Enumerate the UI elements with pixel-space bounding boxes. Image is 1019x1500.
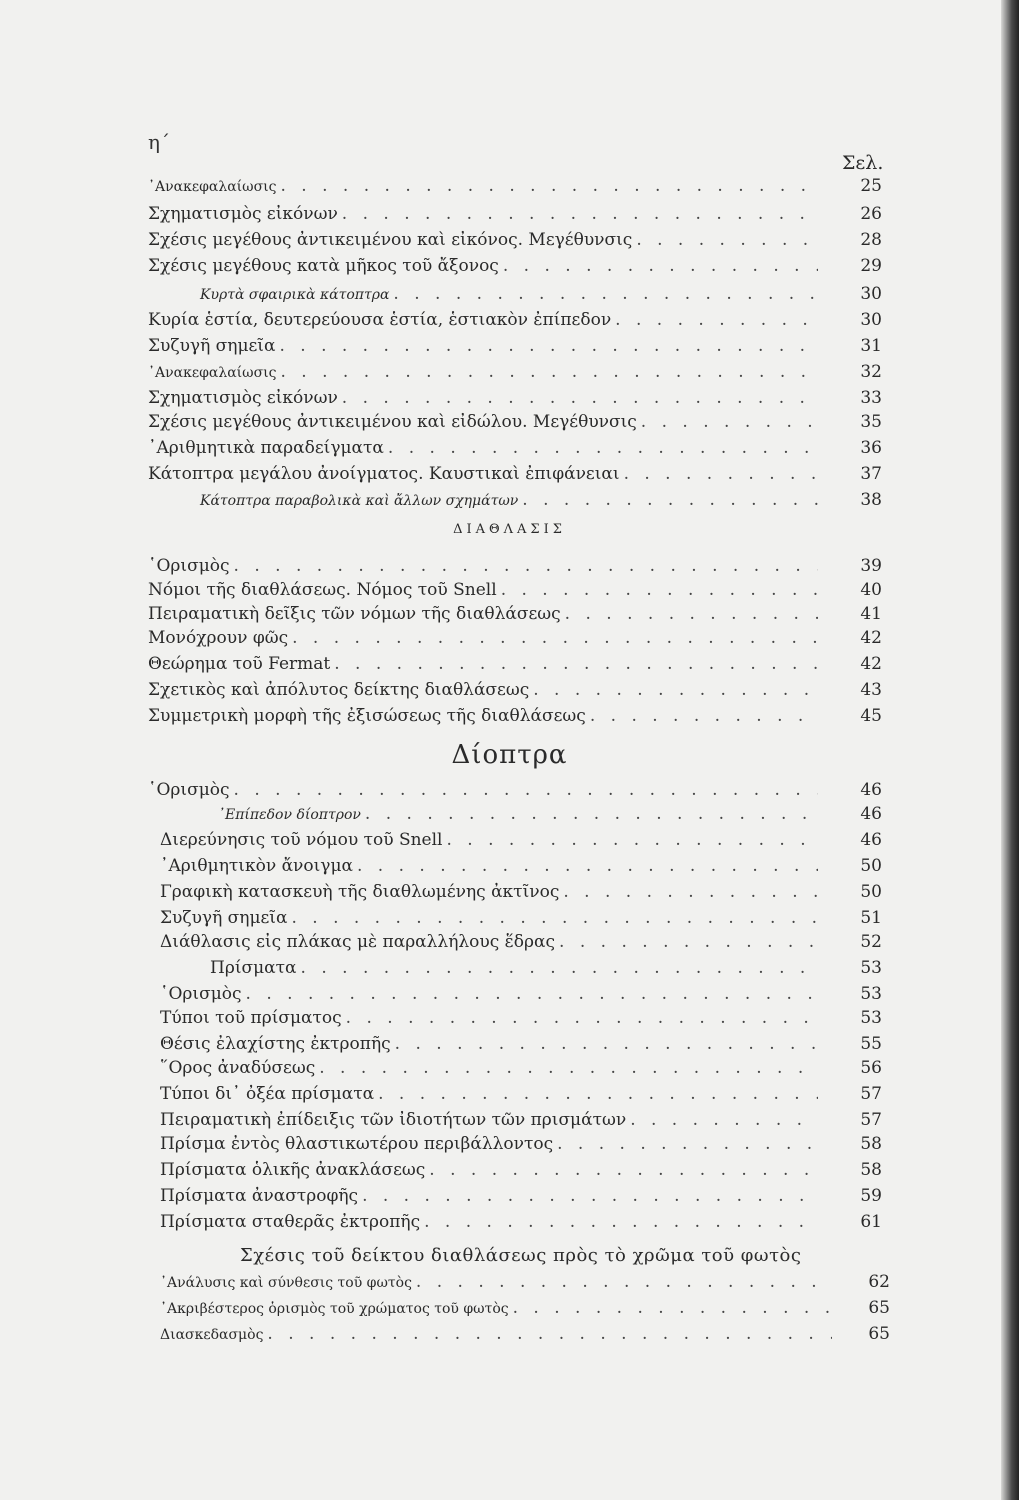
toc-page: 45 <box>860 706 882 726</box>
toc-subsection-entry: Κάτοπτρα παραβολικὰ καὶ ἄλλων σχημάτων . . . <box>200 490 818 516</box>
toc-entry: Σχηματισμὸς εἰκόνων . . . <box>148 388 818 414</box>
toc-page: 42 <box>860 628 882 648</box>
toc-page: 25 <box>860 176 882 196</box>
toc-entry: Θέσις ἐλαχίστης ἐκτροπῆς . . . <box>160 1034 818 1060</box>
toc-entry: Συζυγῆ σημεῖα . . . <box>160 908 818 934</box>
toc-page: 57 <box>860 1084 882 1104</box>
toc-entry: Θεώρημα τοῦ Fermat . . . <box>148 654 818 680</box>
toc-entry: Διάθλασις εἰς πλάκας μὲ παραλλήλους ἕδρας . . . <box>160 932 818 958</box>
toc-page: 57 <box>860 1110 882 1130</box>
toc-page: 55 <box>860 1034 882 1054</box>
toc-page: 42 <box>860 654 882 674</box>
toc-page: 58 <box>860 1134 882 1154</box>
toc-page: 65 <box>868 1298 890 1318</box>
toc-subsection-entry: Κυρτὰ σφαιρικὰ κάτοπτρα . . . <box>200 284 818 310</box>
toc-page: 56 <box>860 1058 882 1078</box>
toc-page: 35 <box>860 412 882 432</box>
toc-entry: Πειραματικὴ δεῖξις τῶν νόμων τῆς διαθλάσεως . . . <box>148 604 818 630</box>
toc-entry: ᾿Αριθμητικὰ παραδείγματα . . . <box>148 438 818 464</box>
toc-entry: ᾿Ακριβέστερος ὁρισμὸς τοῦ χρώματος τοῦ φωτὸς . . . <box>160 1298 832 1324</box>
toc-entry: Διασκεδασμὸς . . . <box>160 1324 832 1350</box>
toc-page: 33 <box>860 388 882 408</box>
toc-entry: ᾿Ανάλυσις καὶ σύνθεσις τοῦ φωτὸς . . . <box>160 1272 832 1298</box>
toc-page: 53 <box>860 958 882 978</box>
section-heading-dioptra: Δίοπτρα <box>451 740 568 770</box>
toc-entry: Κυρία ἑστία, δευτερεύουσα ἑστία, ἑστιακὸν ἐπίπεδον . . . <box>148 310 818 336</box>
toc-entry: Τύποι τοῦ πρίσματος . . . <box>160 1008 818 1034</box>
toc-page: 28 <box>860 230 882 250</box>
toc-page: 29 <box>860 256 882 276</box>
toc-entry: Σχέσις μεγέθους ἀντικειμένου καὶ εἰδώλου. Μεγέθυνσις . . . <box>148 412 818 438</box>
toc-page: 62 <box>868 1272 890 1292</box>
section-heading-diathlasis: ΔΙΑΘΛΑΣΙΣ <box>453 522 566 537</box>
toc-entry: ῞Ορος ἀναδύσεως . . . <box>160 1058 818 1084</box>
toc-page: 50 <box>860 856 882 876</box>
toc-entry: Συμμετρικὴ μορφὴ τῆς ἐξισώσεως τῆς διαθλάσεως . . . <box>148 706 818 732</box>
toc-page: 43 <box>860 680 882 700</box>
toc-entry: ῾Ορισμὸς . . . <box>148 780 818 806</box>
toc-page: 32 <box>860 362 882 382</box>
toc-entry: ῾Ορισμὸς . . . <box>160 984 818 1010</box>
toc-page: 59 <box>860 1186 882 1206</box>
toc-subheading-entry: Πρίσματα . . . <box>210 958 818 984</box>
toc-entry: ᾿Αριθμητικὸν ἄνοιγμα . . . <box>160 856 818 882</box>
toc-page: 30 <box>860 310 882 330</box>
toc-page: 38 <box>860 490 882 510</box>
toc-entry: Σχέσις μεγέθους ἀντικειμένου καὶ εἰκόνος. Μεγέθυνσις . . . <box>148 230 818 256</box>
toc-entry: Πρίσμα ἐντὸς θλαστικωτέρου περιβάλλοντος . . . <box>160 1134 818 1160</box>
toc-entry: Γραφικὴ κατασκευὴ τῆς διαθλωμένης ἀκτῖνος . . . <box>160 882 818 908</box>
page-column-header: Σελ. <box>842 152 884 174</box>
toc-page: 30 <box>860 284 882 304</box>
toc-entry: Σχέσις μεγέθους κατὰ μῆκος τοῦ ἄξονος . . . <box>148 256 818 282</box>
toc-page: 51 <box>860 908 882 928</box>
section-heading-color: Σχέσις τοῦ δείκτου διαθλάσεως πρὸς τὸ χρῶμα τοῦ φωτὸς <box>240 1245 802 1266</box>
toc-entry: Σχετικὸς καὶ ἀπόλυτος δείκτης διαθλάσεως . . . <box>148 680 818 706</box>
toc-entry: Κάτοπτρα μεγάλου ἀνοίγματος. Καυστικαὶ ἐπιφάνειαι . . . <box>148 464 818 490</box>
toc-page: 50 <box>860 882 882 902</box>
toc-page: 40 <box>860 580 882 600</box>
toc-page: 53 <box>860 1008 882 1028</box>
toc-page: 58 <box>860 1160 882 1180</box>
toc-page: 65 <box>868 1324 890 1344</box>
toc-page: 52 <box>860 932 882 952</box>
toc-page: 53 <box>860 984 882 1004</box>
toc-entry: ᾿Ανακεφαλαίωσις . . . <box>148 176 818 202</box>
toc-page: 41 <box>860 604 882 624</box>
toc-page: 46 <box>860 780 882 800</box>
toc-page: 61 <box>860 1212 882 1232</box>
toc-page: 31 <box>860 336 882 356</box>
toc-page: 36 <box>860 438 882 458</box>
toc-entry: ῾Ορισμὸς . . . <box>148 556 818 582</box>
toc-page: 46 <box>860 804 882 824</box>
toc-page: 39 <box>860 556 882 576</box>
toc-entry: Διερεύνησις τοῦ νόμου τοῦ Snell . . . <box>160 830 818 856</box>
toc-entry: Πρίσματα ὁλικῆς ἀνακλάσεως . . . <box>160 1160 818 1186</box>
toc-entry: Τύποι δι᾿ ὀξέα πρίσματα . . . <box>160 1084 818 1110</box>
toc-entry: ᾿Ανακεφαλαίωσις . . . <box>148 362 818 388</box>
toc-page: 26 <box>860 204 882 224</box>
toc-entry: Συζυγῆ σημεῖα . . . <box>148 336 818 362</box>
toc-entry: Νόμοι τῆς διαθλάσεως. Νόμος τοῦ Snell . . . <box>148 580 818 606</box>
toc-entry: Σχηματισμὸς εἰκόνων . . . <box>148 204 818 230</box>
page-number-mark: η΄ <box>148 130 170 154</box>
toc-entry: Πειραματικὴ ἐπίδειξις τῶν ἰδιοτήτων τῶν πρισμάτων . . . <box>160 1110 818 1136</box>
toc-entry: Πρίσματα σταθερᾶς ἐκτροπῆς . . . <box>160 1212 818 1238</box>
toc-entry: Πρίσματα ἀναστροφῆς . . . <box>160 1186 818 1212</box>
toc-entry: Μονόχρουν φῶς . . . <box>148 628 818 654</box>
toc-page: 37 <box>860 464 882 484</box>
toc-subsection-entry: ᾿Επίπεδον δίοπτρον . . . <box>218 804 818 830</box>
toc-page: 46 <box>860 830 882 850</box>
